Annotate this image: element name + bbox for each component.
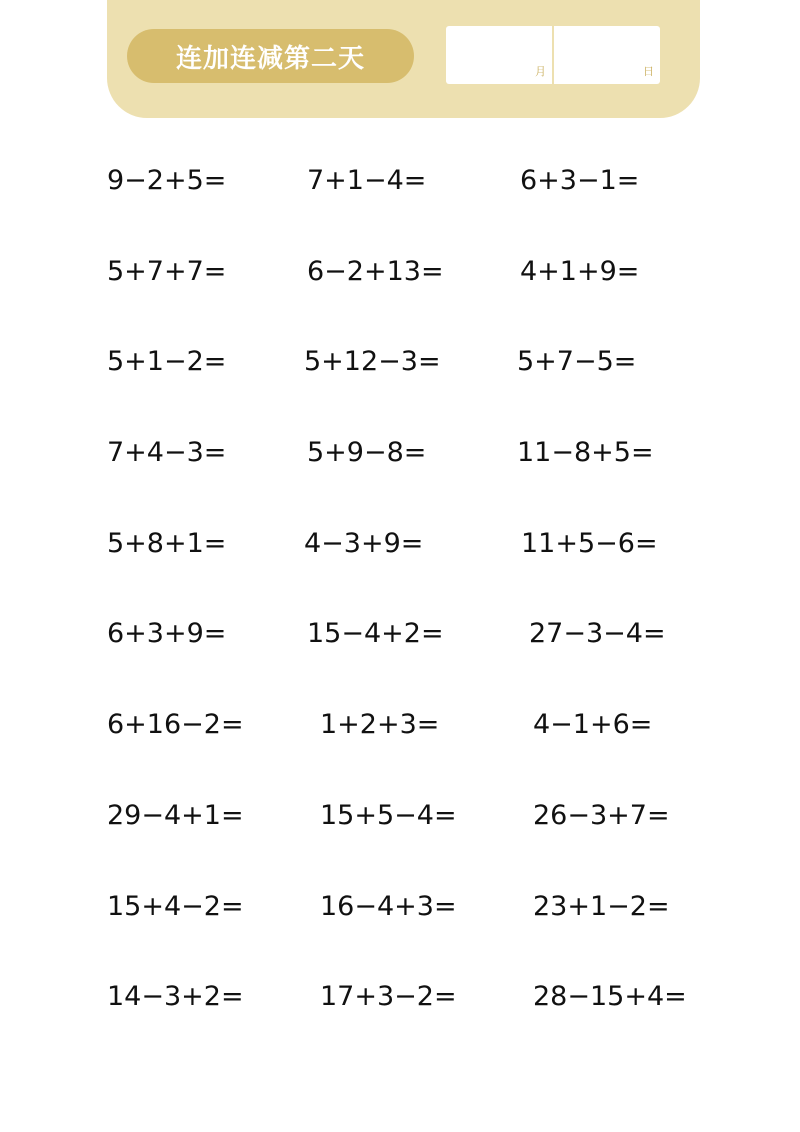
problem: 5+7+7=: [107, 256, 227, 287]
problem: 5+12−3=: [304, 346, 441, 377]
problem: 27−3−4=: [529, 618, 666, 649]
problem: 29−4+1=: [107, 800, 244, 831]
problem: 4+1+9=: [520, 256, 640, 287]
problem: 7+1−4=: [307, 165, 427, 196]
month-label: 月: [535, 65, 546, 78]
problem: 5+8+1=: [107, 528, 227, 559]
problem: 14−3+2=: [107, 981, 244, 1012]
problem: 17+3−2=: [320, 981, 457, 1012]
problem: 5+9−8=: [307, 437, 427, 468]
problem: 1+2+3=: [320, 709, 440, 740]
problem: 15−4+2=: [307, 618, 444, 649]
problem: 28−15+4=: [533, 981, 687, 1012]
problem: 6+3−1=: [520, 165, 640, 196]
day-label: 日: [643, 65, 654, 78]
problem: 15+4−2=: [107, 891, 244, 922]
problem: 6−2+13=: [307, 256, 444, 287]
problem: 16−4+3=: [320, 891, 457, 922]
problem: 4−1+6=: [533, 709, 653, 740]
problem: 4−3+9=: [304, 528, 424, 559]
problem: 15+5−4=: [320, 800, 457, 831]
problem: 11+5−6=: [521, 528, 658, 559]
problem: 9−2+5=: [107, 165, 227, 196]
problem: 7+4−3=: [107, 437, 227, 468]
problem: 5+1−2=: [107, 346, 227, 377]
problem: 5+7−5=: [517, 346, 637, 377]
problem: 6+3+9=: [107, 618, 227, 649]
problem: 26−3+7=: [533, 800, 670, 831]
worksheet-title: 连加连减第二天: [127, 29, 414, 83]
problem: 6+16−2=: [107, 709, 244, 740]
problem: 23+1−2=: [533, 891, 670, 922]
problem: 11−8+5=: [517, 437, 654, 468]
